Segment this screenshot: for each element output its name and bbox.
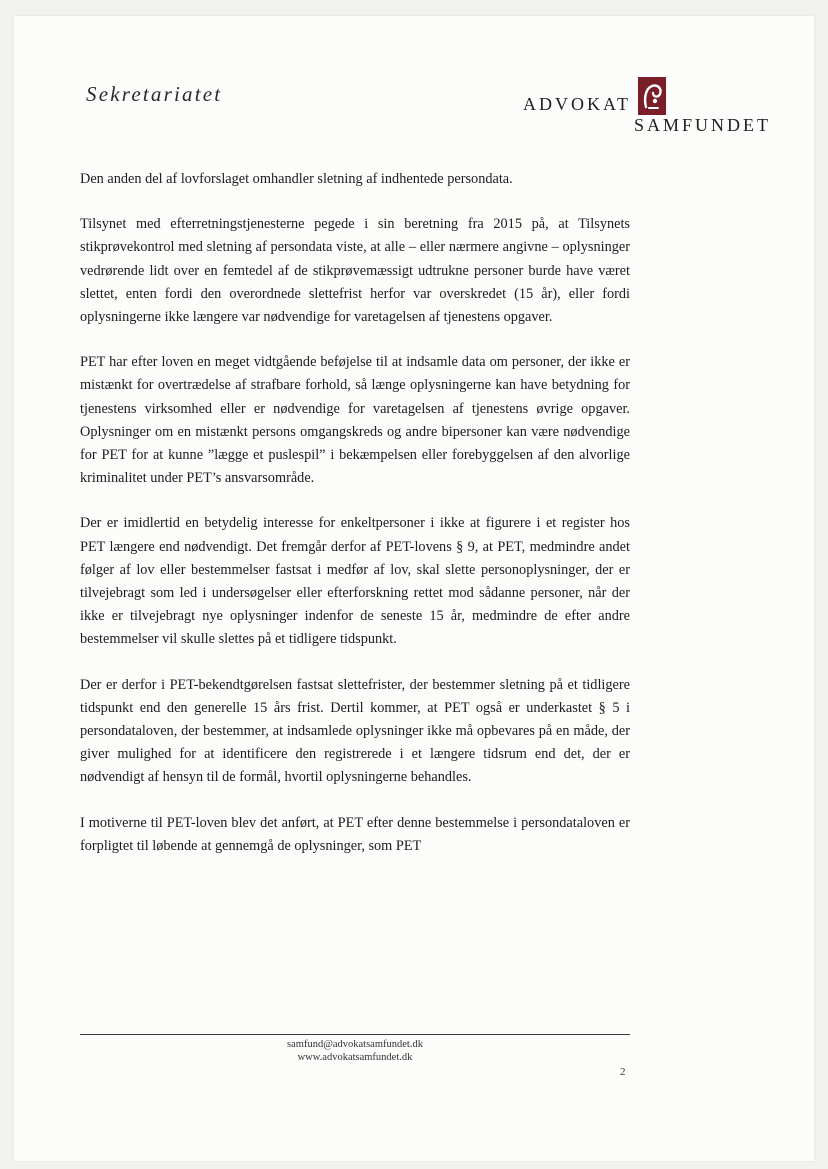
document-page — [14, 16, 814, 1161]
paragraph: Den anden del af lovforslaget omhandler sletning af indhentede persondata. — [80, 171, 513, 187]
footer-contact — [80, 1038, 630, 1064]
page-number: 2 — [620, 1066, 626, 1078]
letter-body — [80, 168, 630, 858]
department-name: Sekretariatet — [86, 82, 223, 106]
footer-email: samfund@advokatsamfundet.dk — [287, 1039, 423, 1050]
logo-text-advokat: ADVOKAT — [523, 94, 631, 114]
paragraph: Der er imidlertid en betydelig interesse for enkeltpersoner i ikke at figurere i et register hos PET længere end nødvendigt. Det fremgår derfor af PET-lovens § 9, at PET, medmindre andet følger af lov eller bestemmelser fastsat i medfør af lov, skal slette personoplysninger, der er tilvejebragt som led i undersøgelser eller efterforskning rettet mod sådanne personer, når der ikke er tilvejebragt nye oplysninger indenfor de seneste 15 år, medmindre de efter andre bestemmelser vil skulle slettes på et tidligere tidspunkt. — [80, 515, 630, 648]
paragraph: PET har efter loven en meget vidtgående beføjelse til at indsamle data om personer, der ikke er mistænkt for overtrædelse af strafbare forhold, så længe oplysningerne kan have betydning for tjenestens virksomhed eller er nødvendige for varetagelsen af tjenestens øvrige opgaver. Oplysninger om en mistænkt persons omgangskreds og andre bipersoner kan være nødvendige for PET for at kunne ”lægge et puslespil” i bekæmpelsen eller forebyggelsen af den alvorlige kriminalitet under PET’s ansvarsområde. — [80, 354, 630, 487]
paragraph: Tilsynet med efterretningstjenesterne pegede i sin beretning fra 2015 på, at Tilsynets stikprøvekontrol med sletning af persondata viste, at alle – eller nærmere angivne – oplysninger vedrørende lidt over en femtedel af de stikprøvemæssigt udtrukne personer burde have været slettet, enten fordi den overordnede slettefrist herfor var overskredet (15 år), eller fordi oplysningerne ikke længere var nødvendige for varetagelsen af tjenestens opgaver. — [80, 216, 630, 326]
footer-website: www.advokatsamfundet.dk — [297, 1052, 413, 1063]
paragraph: Der er derfor i PET-bekendtgørelsen fastsat slettefrister, der bestemmer sletning på et tidligere tidspunkt end den generelle 15 års frist. Dertil kommer, at PET også er underkastet § 5 i persondataloven, der bestemmer, at indsamlede oplysninger ikke må opbevares på en måde, der giver mulighed for at identificere den registrerede i et længere tidsrum end det, der er nødvendigt af hensyn til de formål, hvortil oplysningerne behandles. — [80, 676, 630, 786]
organization-logo — [523, 76, 783, 146]
paragraph: I motiverne til PET-loven blev det anført, at PET efter denne bestemmelse i persondataloven er forpligtet til løbende at gennemgå de oplysninger, som PET — [80, 814, 630, 854]
footer-divider — [80, 1034, 630, 1035]
advokatsamfundet-logo-icon — [638, 77, 666, 115]
logo-text-samfundet: SAMFUNDET — [634, 115, 772, 135]
